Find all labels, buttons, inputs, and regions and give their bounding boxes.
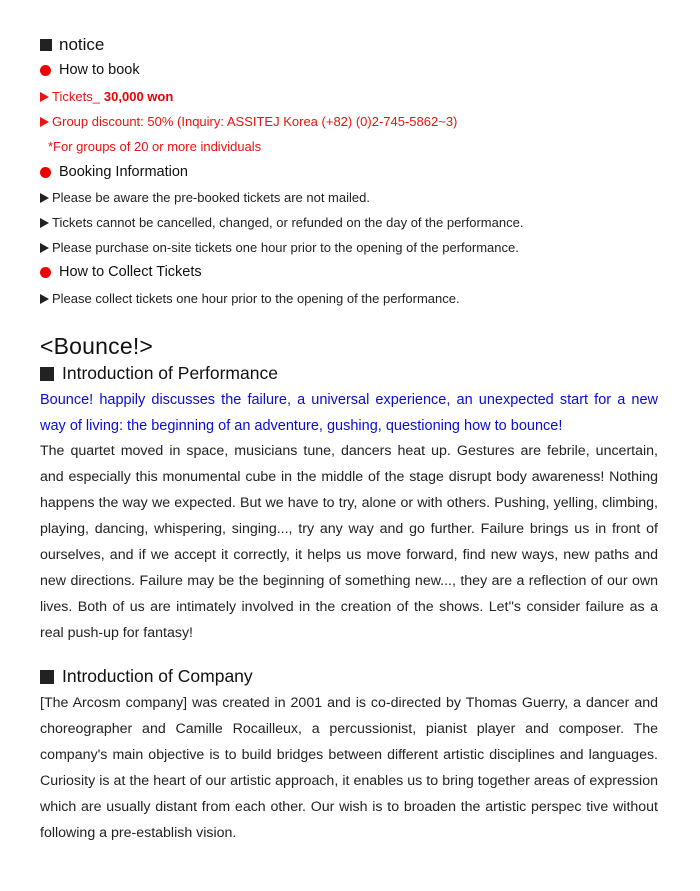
booking-info-text: Please be aware the pre-booked tickets are not mailed. — [52, 190, 370, 205]
square-bullet-icon — [40, 39, 52, 51]
square-bullet-icon — [40, 670, 54, 684]
collect-tickets-label: How to Collect Tickets — [59, 264, 202, 280]
red-dot-icon — [40, 267, 51, 278]
notice-heading — [40, 35, 104, 55]
performance-heading — [40, 363, 278, 384]
how-to-book-label: How to book — [59, 62, 140, 78]
booking-information-heading — [40, 164, 188, 180]
red-dot-icon — [40, 167, 51, 178]
triangle-bullet-icon — [40, 218, 49, 228]
company-heading — [40, 666, 253, 687]
booking-info-text: Tickets cannot be cancelled, changed, or refunded on the day of the performance. — [52, 215, 524, 230]
collect-tickets-heading — [40, 264, 202, 280]
notice-title-text: notice — [59, 35, 105, 54]
group-note: *For groups of 20 or more individuals — [48, 139, 262, 154]
company-description: [The Arcosm company] was created in 2001 and is co-directed by Thomas Guerry, a dancer and choreographer and Camille Rocailleux, a percussionist, pianist player and composer. The company's main objective is to build bridges between different artistic disciplines and languages. Curiosity is at the heart of our artistic approach, it enables us to bring together areas of expression which are usually distant from each other. Our wish is to broaden the artistic perspec tive without following a pre-establish vision. — [40, 695, 658, 841]
group-discount-line — [40, 114, 457, 129]
group-discount-text: Group discount: 50% (Inquiry: ASSITEJ Korea (+82) (0)2-745-5862~3) — [52, 114, 458, 129]
performance-highlight: Bounce! happily discusses the failure, a universal experience, an unexpected start for a new way of living: the beginning of an adventure, gushing, questioning how to bounce! — [40, 392, 658, 434]
triangle-bullet-icon — [40, 243, 49, 253]
booking-information-label: Booking Information — [59, 164, 188, 180]
company-heading-text: Introduction of Company — [62, 666, 253, 686]
booking-info-text: Please purchase on-site tickets one hour prior to the opening of the performance. — [52, 240, 519, 255]
tickets-price: 30,000 won — [103, 89, 174, 104]
collect-tickets-item — [40, 291, 460, 306]
collect-tickets-text: Please collect tickets one hour prior to the opening of the performance. — [52, 291, 460, 306]
tickets-price-line — [40, 89, 173, 104]
triangle-bullet-icon — [40, 193, 49, 203]
triangle-bullet-icon — [40, 117, 49, 127]
triangle-bullet-icon — [40, 92, 49, 102]
show-title: <Bounce!> — [40, 333, 154, 359]
booking-info-item — [40, 240, 519, 255]
performance-description: The quartet moved in space, musicians tune, dancers heat up. Gestures are febrile, uncertain, and especially this monumental cube in the middle of the stage disrupt body awareness! Nothing happens the way we expected. But we have to try, alone or with others. Pushing, yelling, climbing, playing, dancing, whispering, singing..., try any way and go further. Failure brings us in front of ourselves, and if we accept it correctly, it helps us move forward, find new ways, new paths and new directions. Failure may be the beginning of something new..., they are a reflection of our own lives. Both of us are intimately involved in the creation of the shows. Let''s consider failure as a real push-up for fantasy! — [40, 443, 658, 641]
red-dot-icon — [40, 65, 51, 76]
square-bullet-icon — [40, 367, 54, 381]
triangle-bullet-icon — [40, 294, 49, 304]
booking-info-item — [40, 215, 523, 230]
performance-heading-text: Introduction of Performance — [62, 363, 278, 383]
tickets-label: Tickets_ — [52, 89, 100, 104]
how-to-book-heading — [40, 62, 140, 78]
booking-info-item — [40, 190, 370, 205]
